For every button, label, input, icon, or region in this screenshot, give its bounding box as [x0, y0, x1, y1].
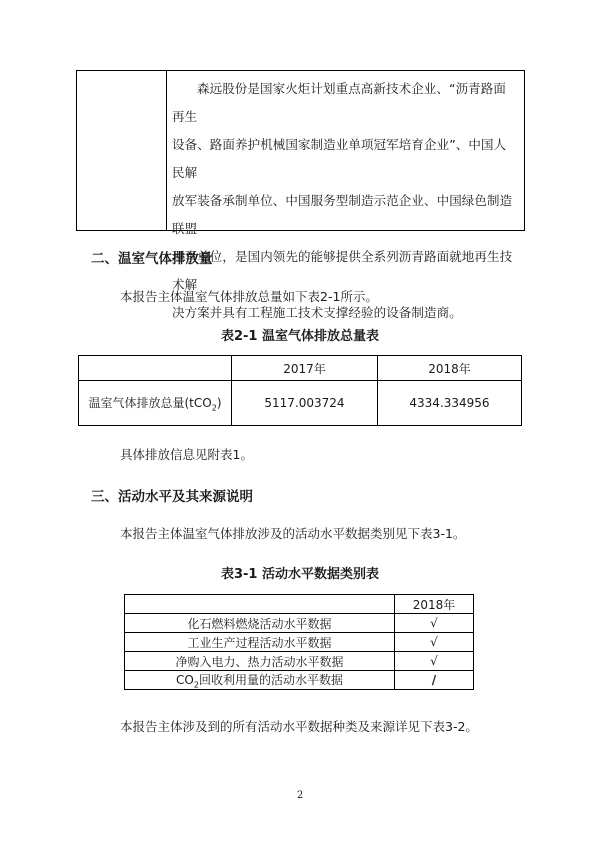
intro-line: 决方案并具有工程施工技术支撑经验的设备制造商。	[172, 305, 462, 320]
table-row	[125, 671, 474, 690]
table-3-1-caption: 表3-1 活动水平数据类别表	[220, 567, 379, 582]
section-2-intro: 本报告主体温室气体排放总量如下表2-1所示。	[120, 289, 378, 304]
table-row	[79, 381, 522, 426]
table-header-2018: 2018年	[378, 356, 522, 381]
activity-row-label: 化石燃料燃烧活动水平数据	[125, 614, 395, 633]
table-row	[125, 614, 474, 633]
emissions-table	[78, 355, 522, 426]
table-header-blank	[125, 595, 395, 614]
table-header-2017: 2017年	[232, 356, 378, 381]
section-3-closing: 本报告主体涉及到的所有活动水平数据种类及来源详见下表3-2。	[120, 719, 478, 734]
table-row	[125, 633, 474, 652]
activity-row-label: 工业生产过程活动水平数据	[125, 633, 395, 652]
intro-line: 森远股份是国家火炬计划重点高新技术企业、“沥青路面再生	[172, 81, 506, 124]
section-3-heading: 三、活动水平及其来源说明	[91, 489, 253, 505]
activity-row-value: /	[395, 671, 474, 690]
intro-table-label-cell	[77, 71, 167, 230]
activity-row-label: 净购入电力、热力活动水平数据	[125, 652, 395, 671]
activity-row-value: √	[395, 633, 474, 652]
intro-line: 理事单位，是国内领先的能够提供全系列沥青路面就地再生技术解	[172, 249, 513, 292]
activity-row-value: √	[395, 614, 474, 633]
table-row	[125, 652, 474, 671]
table-header-blank	[79, 356, 232, 381]
section-3-intro: 本报告主体温室气体排放涉及的活动水平数据类别见下表3-1。	[120, 526, 466, 541]
table-2-1-caption: 表2-1 温室气体排放总量表	[220, 329, 379, 344]
activity-data-table	[124, 594, 474, 690]
page-number: 2	[296, 790, 304, 801]
emissions-2017-value: 5117.003724	[232, 381, 378, 426]
activity-row-label: $CO_2$回收利用量的活动水平数据	[125, 671, 395, 690]
emissions-row-label: 温室气体排放总量(tCO$_2$)	[79, 381, 232, 426]
section-2-note: 具体排放信息见附表1。	[120, 447, 253, 462]
activity-row-value: √	[395, 652, 474, 671]
section-2-heading: 二、温室气体排放量	[91, 251, 213, 267]
emissions-2018-value: 4334.334956	[378, 381, 522, 426]
intro-line: 放军装备承制单位、中国服务型制造示范企业、中国绿色制造联盟	[172, 193, 513, 236]
table-header-2018: 2018年	[395, 595, 474, 614]
intro-line: 设备、路面养护机械国家制造业单项冠军培育企业”、中国人民解	[172, 137, 507, 180]
